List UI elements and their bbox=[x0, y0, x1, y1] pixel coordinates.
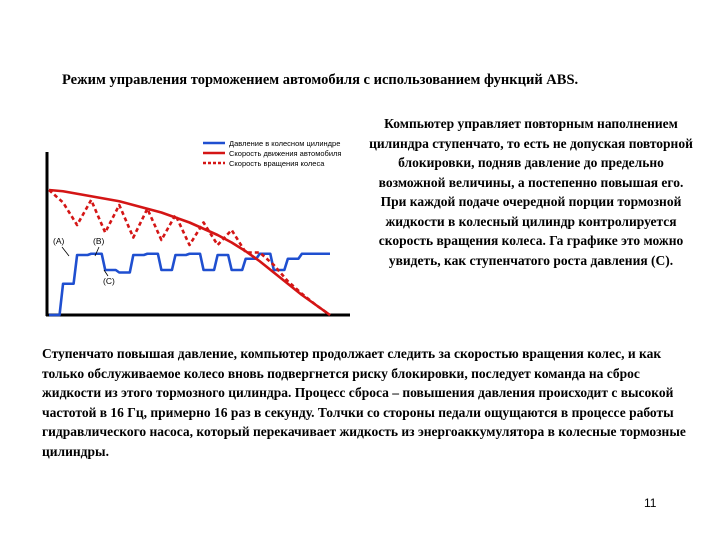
page-number: 11 bbox=[644, 496, 657, 510]
slide-title: Режим управления торможением автомобиля с использованием функций ABS. bbox=[62, 72, 579, 88]
legend-label-2: Скорость движения автомобиля bbox=[229, 149, 342, 158]
annotation-c: (C) bbox=[103, 276, 115, 286]
bottom-paragraph: Ступенчато повышая давление, компьютер продолжает следить за скоростью вращения колес, и как только обслуживаемое колесо вновь подвергнется риску блокировки, последует команда на сброс жидкости из этого тормозного цилиндра. Процесс сброса – повышения давления происходит с высокой частотой в 16 Гц, примерно 16 раз в секунду. Толчки со стороны педали ощущаются в процессе работы гидравлического насоса, который перекачивает жидкость из энергоаккумулятора в колесные тормозные цилиндры. bbox=[42, 346, 686, 459]
annotation-layer bbox=[53, 236, 115, 286]
annotation-a: (A) bbox=[53, 236, 65, 246]
abs-chart bbox=[40, 130, 360, 325]
annotation-a-pointer bbox=[62, 247, 69, 256]
right-paragraph: Компьютер управляет повторным наполнением цилиндра ступенчато, то есть не допуская повторной блокировки, подняв давление до предельно возможной величины, а постепенно повышая его. При каждой подаче очередной порции тормозной жидкости в колесный цилиндр контролируется скорость вращения колеса. Га графике это можно увидеть, как ступенчатого роста давления (С). bbox=[369, 116, 693, 268]
annotation-b: (B) bbox=[93, 236, 105, 246]
series-layer bbox=[49, 190, 330, 315]
chart-axes bbox=[46, 152, 350, 316]
chart-legend bbox=[203, 139, 341, 168]
legend-label-1: Давление в колесном цилиндре bbox=[229, 139, 341, 148]
legend-label-3: Скорость вращения колеса bbox=[229, 159, 325, 168]
